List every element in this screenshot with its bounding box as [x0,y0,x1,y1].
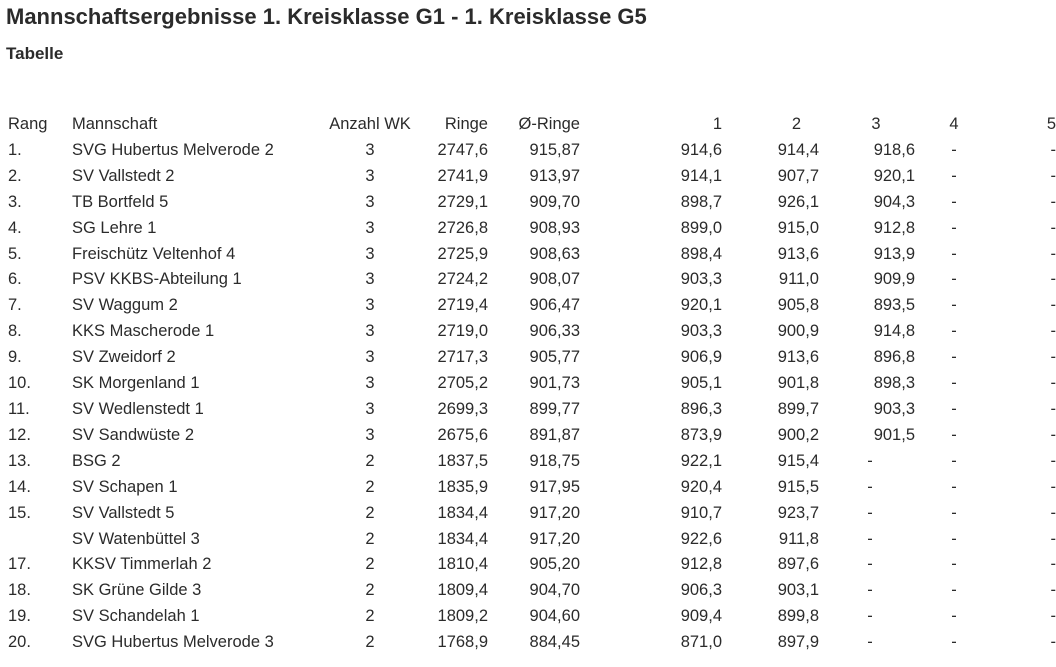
cell-round-2: 897,6 [777,555,819,574]
cell-round-2: 897,9 [777,633,819,652]
cell-ringe: 2741,9 [437,166,488,185]
cell-rang: 11. [8,399,30,418]
cell-anzahl-wk: 2 [365,451,375,470]
cell-mannschaft: SVG Hubertus Melverode 3 [72,633,274,652]
cell-round-5: - [1050,425,1056,444]
cell-mannschaft: SK Grüne Gilde 3 [72,581,202,600]
cell-round-2: 913,6 [777,244,819,263]
table-row [0,527,1056,553]
cell-round-1: 914,6 [680,140,722,159]
cell-round-3: - [867,555,873,574]
cell-round-5: - [1050,399,1056,418]
cell-round-5: - [1050,348,1056,367]
cell-round-2: 913,6 [777,348,819,367]
cell-anzahl-wk: 2 [365,477,375,496]
cell-round-3: 903,3 [873,399,915,418]
cell-anzahl-wk: 3 [365,192,375,211]
cell-ringe: 2729,1 [437,192,488,211]
cell-round-5: - [1050,140,1056,159]
cell-mannschaft: TB Bortfeld 5 [72,192,169,211]
cell-round-2: 905,8 [777,296,819,315]
cell-round-1: 898,4 [680,244,722,263]
header-mannschaft: Mannschaft [72,115,158,133]
cell-avg-ringe: 908,63 [529,244,580,263]
cell-round-5: - [1050,218,1056,237]
cell-round-1: 914,1 [680,166,722,185]
cell-ringe: 2675,6 [437,425,488,444]
cell-round-4: - [951,374,957,393]
cell-rang: 13. [8,451,31,470]
cell-round-3: - [867,451,873,470]
cell-anzahl-wk: 2 [365,555,375,574]
cell-round-4: - [951,192,957,211]
cell-avg-ringe: 884,45 [529,633,580,652]
cell-round-4: - [951,348,957,367]
cell-anzahl-wk: 3 [365,425,375,444]
cell-round-5: - [1050,503,1056,522]
cell-avg-ringe: 908,93 [529,218,580,237]
cell-round-5: - [1050,192,1056,211]
cell-round-1: 873,9 [680,425,722,444]
cell-round-4: - [951,218,957,237]
cell-round-1: 871,0 [680,633,722,652]
cell-rang: 9. [8,348,22,367]
cell-avg-ringe: 909,70 [529,192,580,211]
cell-ringe: 1809,2 [437,607,488,626]
cell-mannschaft: BSG 2 [72,451,121,470]
cell-avg-ringe: 904,70 [529,581,580,600]
cell-round-5: - [1050,555,1056,574]
cell-round-4: - [951,581,957,600]
cell-round-2: 907,7 [777,166,819,185]
cell-round-5: - [1050,244,1056,263]
page-title: Mannschaftsergebnisse 1. Kreisklasse G1 - 1. Kreisklasse G5 [6,4,647,29]
cell-anzahl-wk: 3 [365,399,375,418]
header-ringe: Ringe [444,115,488,133]
cell-round-2: 915,4 [777,451,819,470]
cell-round-5: - [1050,607,1056,626]
table-row [0,475,1056,501]
header-round-2: 2 [791,115,801,133]
section-title: Tabelle [6,44,64,63]
cell-rang: 18. [8,581,31,600]
cell-anzahl-wk: 3 [365,244,375,263]
cell-avg-ringe: 901,73 [529,374,580,393]
cell-mannschaft: SG Lehre 1 [72,218,157,237]
cell-round-1: 898,7 [680,192,722,211]
cell-round-3: - [867,607,873,626]
cell-round-2: 903,1 [777,581,819,600]
cell-mannschaft: SV Watenbüttel 3 [72,529,200,548]
cell-anzahl-wk: 3 [365,166,375,185]
cell-round-3: 898,3 [873,374,915,393]
cell-round-1: 903,3 [680,270,722,289]
cell-rang: 1. [8,140,22,159]
cell-round-2: 926,1 [777,192,819,211]
cell-round-4: - [951,555,957,574]
cell-mannschaft: SV Zweidorf 2 [72,348,176,367]
table-row [0,630,1056,656]
cell-mannschaft: SK Morgenland 1 [72,374,200,393]
cell-round-5: - [1050,477,1056,496]
cell-avg-ringe: 904,60 [529,607,580,626]
cell-ringe: 1835,9 [437,477,488,496]
cell-round-4: - [951,529,957,548]
cell-avg-ringe: 891,87 [529,425,580,444]
table-header-row [0,112,1056,138]
cell-ringe: 2719,0 [437,322,488,341]
cell-anzahl-wk: 2 [365,633,375,652]
cell-rang: 12. [8,425,31,444]
cell-round-1: 909,4 [680,607,722,626]
cell-round-3: 893,5 [873,296,915,315]
cell-avg-ringe: 913,97 [529,166,580,185]
cell-round-4: - [951,399,957,418]
cell-round-2: 900,2 [777,425,819,444]
cell-ringe: 2705,2 [437,374,488,393]
cell-ringe: 1834,4 [437,503,488,522]
cell-round-2: 911,8 [778,529,819,548]
cell-round-3: - [867,581,873,600]
cell-round-1: 896,3 [680,399,722,418]
cell-round-4: - [951,244,957,263]
cell-ringe: 1810,4 [437,555,488,574]
cell-round-5: - [1050,322,1056,341]
cell-mannschaft: PSV KKBS-Abteilung 1 [72,270,242,289]
cell-round-4: - [951,166,957,185]
cell-round-5: - [1050,581,1056,600]
cell-round-3: 901,5 [873,425,915,444]
cell-avg-ringe: 917,20 [529,529,580,548]
cell-round-3: 914,8 [873,322,915,341]
cell-round-5: - [1050,451,1056,470]
cell-anzahl-wk: 2 [365,503,375,522]
cell-avg-ringe: 906,33 [529,322,580,341]
table-row [0,164,1056,190]
cell-rang: 3. [8,192,22,211]
cell-anzahl-wk: 3 [365,270,375,289]
cell-rang: 17. [8,555,31,574]
header-avg-ringe: Ø-Ringe [518,115,580,133]
cell-round-3: 904,3 [873,192,915,211]
cell-round-3: 909,9 [873,270,915,289]
cell-round-5: - [1050,270,1056,289]
table-row [0,371,1056,397]
table-row [0,242,1056,268]
cell-mannschaft: SV Sandwüste 2 [72,425,194,444]
cell-round-5: - [1050,296,1056,315]
cell-round-3: 913,9 [873,244,915,263]
cell-ringe: 1768,9 [437,633,488,652]
cell-round-5: - [1050,529,1056,548]
cell-rang: 15. [8,503,31,522]
table-row [0,190,1056,216]
cell-round-4: - [951,607,957,626]
cell-rang: 19. [8,607,31,626]
cell-round-1: 920,4 [680,477,722,496]
cell-round-3: - [867,477,873,496]
cell-rang: 20. [8,633,31,652]
cell-round-5: - [1050,374,1056,393]
cell-rang: 8. [8,322,22,341]
table-row [0,319,1056,345]
table-row [0,578,1056,604]
cell-round-3: - [867,633,873,652]
cell-round-2: 923,7 [777,503,819,522]
cell-mannschaft: KKSV Timmerlah 2 [72,555,212,574]
table-row [0,449,1056,475]
cell-round-2: 900,9 [777,322,819,341]
cell-ringe: 2717,3 [437,348,488,367]
cell-rang: 5. [8,244,22,263]
cell-round-2: 911,0 [778,270,819,289]
cell-mannschaft: SV Schandelah 1 [72,607,200,626]
cell-round-1: 906,9 [680,348,722,367]
cell-avg-ringe: 917,95 [529,477,580,496]
cell-anzahl-wk: 2 [365,607,375,626]
cell-round-2: 899,7 [777,399,819,418]
cell-round-1: 903,3 [680,322,722,341]
cell-mannschaft: SV Waggum 2 [72,296,178,315]
cell-round-3: 896,8 [873,348,915,367]
table-row [0,604,1056,630]
table-row [0,552,1056,578]
cell-anzahl-wk: 3 [365,374,375,393]
cell-round-4: - [951,322,957,341]
table-row [0,138,1056,164]
cell-round-4: - [951,140,957,159]
cell-ringe: 1809,4 [437,581,488,600]
cell-round-4: - [951,296,957,315]
cell-avg-ringe: 905,77 [529,348,580,367]
cell-round-3: 912,8 [873,218,915,237]
cell-mannschaft: Freischütz Veltenhof 4 [72,244,236,263]
cell-rang: 10. [8,374,31,393]
cell-mannschaft: SV Vallstedt 2 [72,166,175,185]
cell-round-2: 915,5 [777,477,819,496]
table-row [0,345,1056,371]
cell-round-4: - [951,503,957,522]
cell-mannschaft: SV Wedlenstedt 1 [72,399,204,418]
cell-ringe: 2724,2 [437,270,488,289]
cell-rang [0,527,72,553]
header-anzahl-wk: Anzahl WK [329,115,411,133]
cell-mannschaft: SV Schapen 1 [72,477,178,496]
cell-mannschaft: SV Vallstedt 5 [72,503,175,522]
cell-avg-ringe: 917,20 [529,503,580,522]
cell-mannschaft: KKS Mascherode 1 [72,322,215,341]
cell-anzahl-wk: 2 [365,581,375,600]
cell-anzahl-wk: 2 [365,529,375,548]
cell-round-5: - [1050,633,1056,652]
cell-ringe: 2725,9 [437,244,488,263]
cell-round-4: - [951,425,957,444]
cell-round-1: 920,1 [680,296,722,315]
cell-rang: 2. [8,166,22,185]
cell-anzahl-wk: 3 [365,296,375,315]
cell-ringe: 2726,8 [437,218,488,237]
cell-avg-ringe: 905,20 [529,555,580,574]
table-row [0,267,1056,293]
cell-avg-ringe: 908,07 [529,270,580,289]
cell-round-3: - [867,529,873,548]
cell-ringe: 2747,6 [437,140,488,159]
cell-round-1: 899,0 [680,218,722,237]
cell-round-1: 922,1 [680,451,722,470]
cell-round-1: 906,3 [680,581,722,600]
cell-avg-ringe: 915,87 [529,140,580,159]
cell-round-1: 910,7 [680,503,722,522]
cell-mannschaft: SVG Hubertus Melverode 2 [72,140,274,159]
cell-rang: 4. [8,218,22,237]
cell-round-3: 920,1 [873,166,915,185]
cell-avg-ringe: 899,77 [529,399,580,418]
cell-ringe: 2699,3 [437,399,488,418]
cell-round-2: 901,8 [777,374,819,393]
header-round-4: 4 [949,115,959,133]
table-row [0,501,1056,527]
cell-round-1: 912,8 [680,555,722,574]
cell-round-1: 905,1 [680,374,722,393]
cell-avg-ringe: 918,75 [529,451,580,470]
cell-ringe: 2719,4 [437,296,488,315]
cell-round-4: - [951,477,957,496]
cell-round-3: - [867,503,873,522]
table-row [0,216,1056,242]
cell-rang: 7. [8,296,22,315]
cell-avg-ringe: 906,47 [529,296,580,315]
cell-round-4: - [951,270,957,289]
cell-round-1: 922,6 [680,529,722,548]
cell-round-4: - [951,633,957,652]
table-row [0,423,1056,449]
table-row [0,293,1056,319]
cell-round-2: 899,8 [777,607,819,626]
cell-anzahl-wk: 3 [365,140,375,159]
cell-rang: 6. [8,270,22,289]
cell-round-5: - [1050,166,1056,185]
cell-round-3: 918,6 [873,140,915,159]
cell-anzahl-wk: 3 [365,218,375,237]
header-rang: Rang [8,115,48,133]
header-round-1: 1 [712,115,722,133]
results-table [0,112,1056,656]
cell-ringe: 1837,5 [437,451,488,470]
cell-round-2: 915,0 [777,218,819,237]
table-body [0,138,1056,656]
header-round-5: 5 [1046,115,1056,133]
cell-round-2: 914,4 [777,140,819,159]
cell-rang: 14. [8,477,31,496]
cell-anzahl-wk: 3 [365,322,375,341]
cell-ringe: 1834,4 [437,529,488,548]
header-round-3: 3 [871,115,881,133]
table-row [0,397,1056,423]
cell-round-4: - [951,451,957,470]
cell-anzahl-wk: 3 [365,348,375,367]
